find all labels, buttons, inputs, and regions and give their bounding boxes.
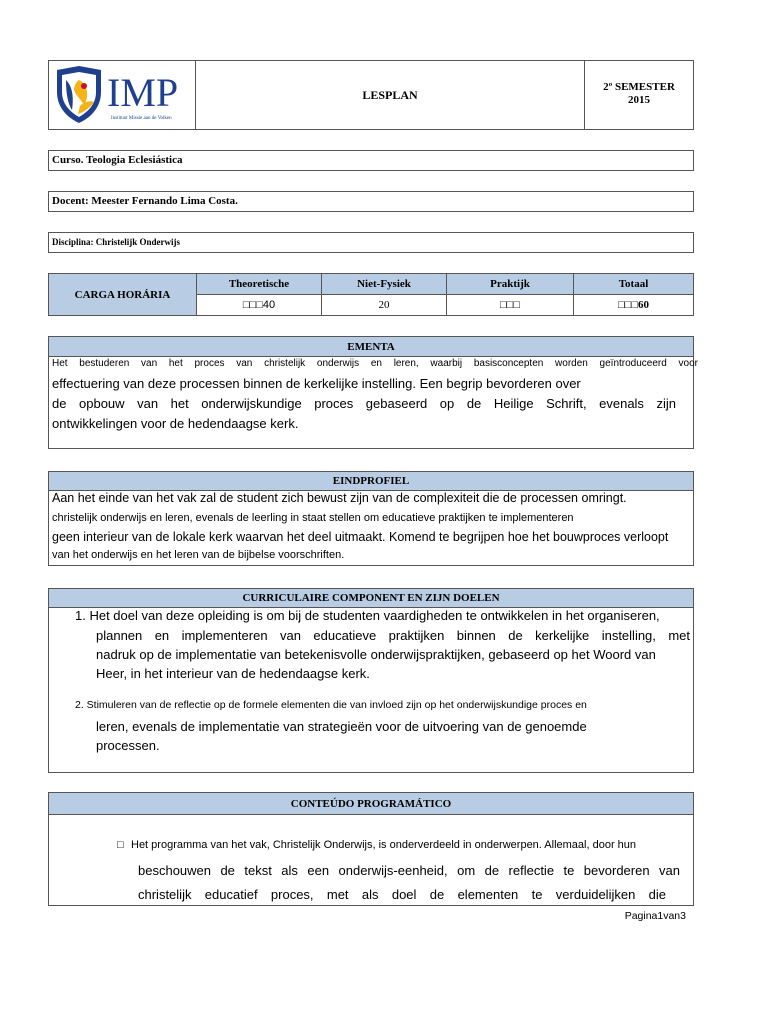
- carga-value-totaal: □□□60: [574, 295, 694, 316]
- semester-year: 2015: [628, 94, 650, 106]
- carga-horaria-table: [48, 273, 694, 316]
- conteudo-line-1: Het programma van het vak, Christelijk Onderwijs, is onderverdeeld in onderwerpen. Allemaal, door hun: [131, 839, 637, 851]
- ementa-line-2: effectuering van deze processen binnen de kerkelijke instelling. Een begrip bevorderen over: [52, 376, 581, 391]
- curriculaire-item1-line-4: Heer, in het interieur van de hedendaagse kerk.: [96, 666, 370, 681]
- carga-header-niet-fysiek: Niet-Fysiek: [322, 274, 447, 295]
- curriculaire-item2-line-1: 2. Stimuleren van de reflectie op de formele elementen die van invloed zijn op het onderwijskundige proces en: [75, 699, 587, 711]
- carga-horaria-label: CARGA HORÁRIA: [49, 274, 197, 316]
- disciplina-field: Disciplina: Christelijk Onderwijs: [48, 232, 694, 253]
- conteudo-line-3: christelijk educatief proces, met als doel de elementen te verduidelijken die: [138, 887, 666, 902]
- ementa-line-4: ontwikkelingen voor de hedendaagse kerk.: [52, 416, 299, 431]
- curriculaire-item1-line-3: nadruk op de implementatie van betekenisvolle onderwijspraktijken, gebaseerd op het Woord van: [96, 647, 656, 662]
- logo-text: IMP: [107, 70, 179, 115]
- ementa-line-3: de opbouw van het onderwijskundige proces gebaseerd op de Heilige Schrift, evenals zijn: [52, 396, 676, 411]
- curriculaire-body: [48, 607, 694, 773]
- curriculaire-item1-line-1: 1. Het doel van deze opleiding is om bij de studenten vaardigheden te ontwikkelen in het organiseren,: [75, 608, 660, 623]
- conteudo-line-2: beschouwen de tekst als een onderwijs-eenheid, om de reflectie te bevorderen van: [138, 863, 680, 878]
- eindprofiel-body: [48, 490, 694, 566]
- curriculaire-item2-line-3: processen.: [96, 738, 160, 753]
- eindprofiel-line-3: geen interieur van de lokale kerk waarvan het deel uitmaakt. Komend te begrijpen hoe het bouwproces verloopt: [52, 530, 669, 544]
- docent-field: Docent: Meester Fernando Lima Costa.: [48, 191, 694, 212]
- eindprofiel-line-1: Aan het einde van het vak zal de student zich bewust zijn van de complexiteit die de processen omringt.: [52, 491, 627, 505]
- logo-subtext: Instituut Missie aan de Volken: [111, 116, 172, 121]
- eindprofiel-line-2: christelijk onderwijs en leren, evenals de leerling in staat stellen om educatieve praktijken te implementeren: [52, 512, 574, 524]
- conteudo-bullet-icon: □: [117, 839, 124, 851]
- carga-header-theoretische: Theoretische: [197, 274, 322, 295]
- conteudo-body: [48, 814, 694, 906]
- carga-value-niet-fysiek: 20: [322, 295, 447, 316]
- semester-label: 2º SEMESTER: [603, 81, 675, 93]
- carga-value-praktijk: □□□: [447, 295, 574, 316]
- curriculaire-item2-line-2: leren, evenals de implementatie van strategieën voor de uitvoering van de genoemde: [96, 719, 587, 734]
- lesson-plan-title: LESPLAN: [362, 88, 418, 102]
- eindprofiel-line-4: van het onderwijs en het leren van de bijbelse voorschriften.: [52, 549, 345, 561]
- ementa-body: [48, 356, 698, 449]
- document-header: [48, 60, 694, 130]
- curriculaire-item1-line-2: plannen en implementeren van educatieve praktijken binnen de kerkelijke instelling, met: [96, 628, 690, 643]
- ementa-line-1: Het bestuderen van het proces van christelijk onderwijs en leren, waarbij basisconcepten worden geïntroduceerd voor: [52, 358, 698, 369]
- carga-value-theoretische: □□□40: [197, 295, 322, 316]
- curriculaire-title: CURRICULAIRE COMPONENT EN ZIJN DOELEN: [48, 588, 694, 608]
- carga-header-praktijk: Praktijk: [447, 274, 574, 295]
- conteudo-title: CONTEÚDO PROGRAMÁTICO: [48, 792, 694, 815]
- curso-field: Curso. Teologia Eclesiástica: [48, 150, 694, 171]
- imp-shield-icon: [54, 66, 104, 124]
- logo-cell: [49, 61, 196, 129]
- ementa-title: EMENTA: [48, 336, 694, 357]
- carga-header-totaal: Totaal: [574, 274, 694, 295]
- eindprofiel-title: EINDPROFIEL: [48, 471, 694, 491]
- semester-cell: [584, 61, 693, 129]
- page-number: Pagina1van3: [624, 910, 686, 922]
